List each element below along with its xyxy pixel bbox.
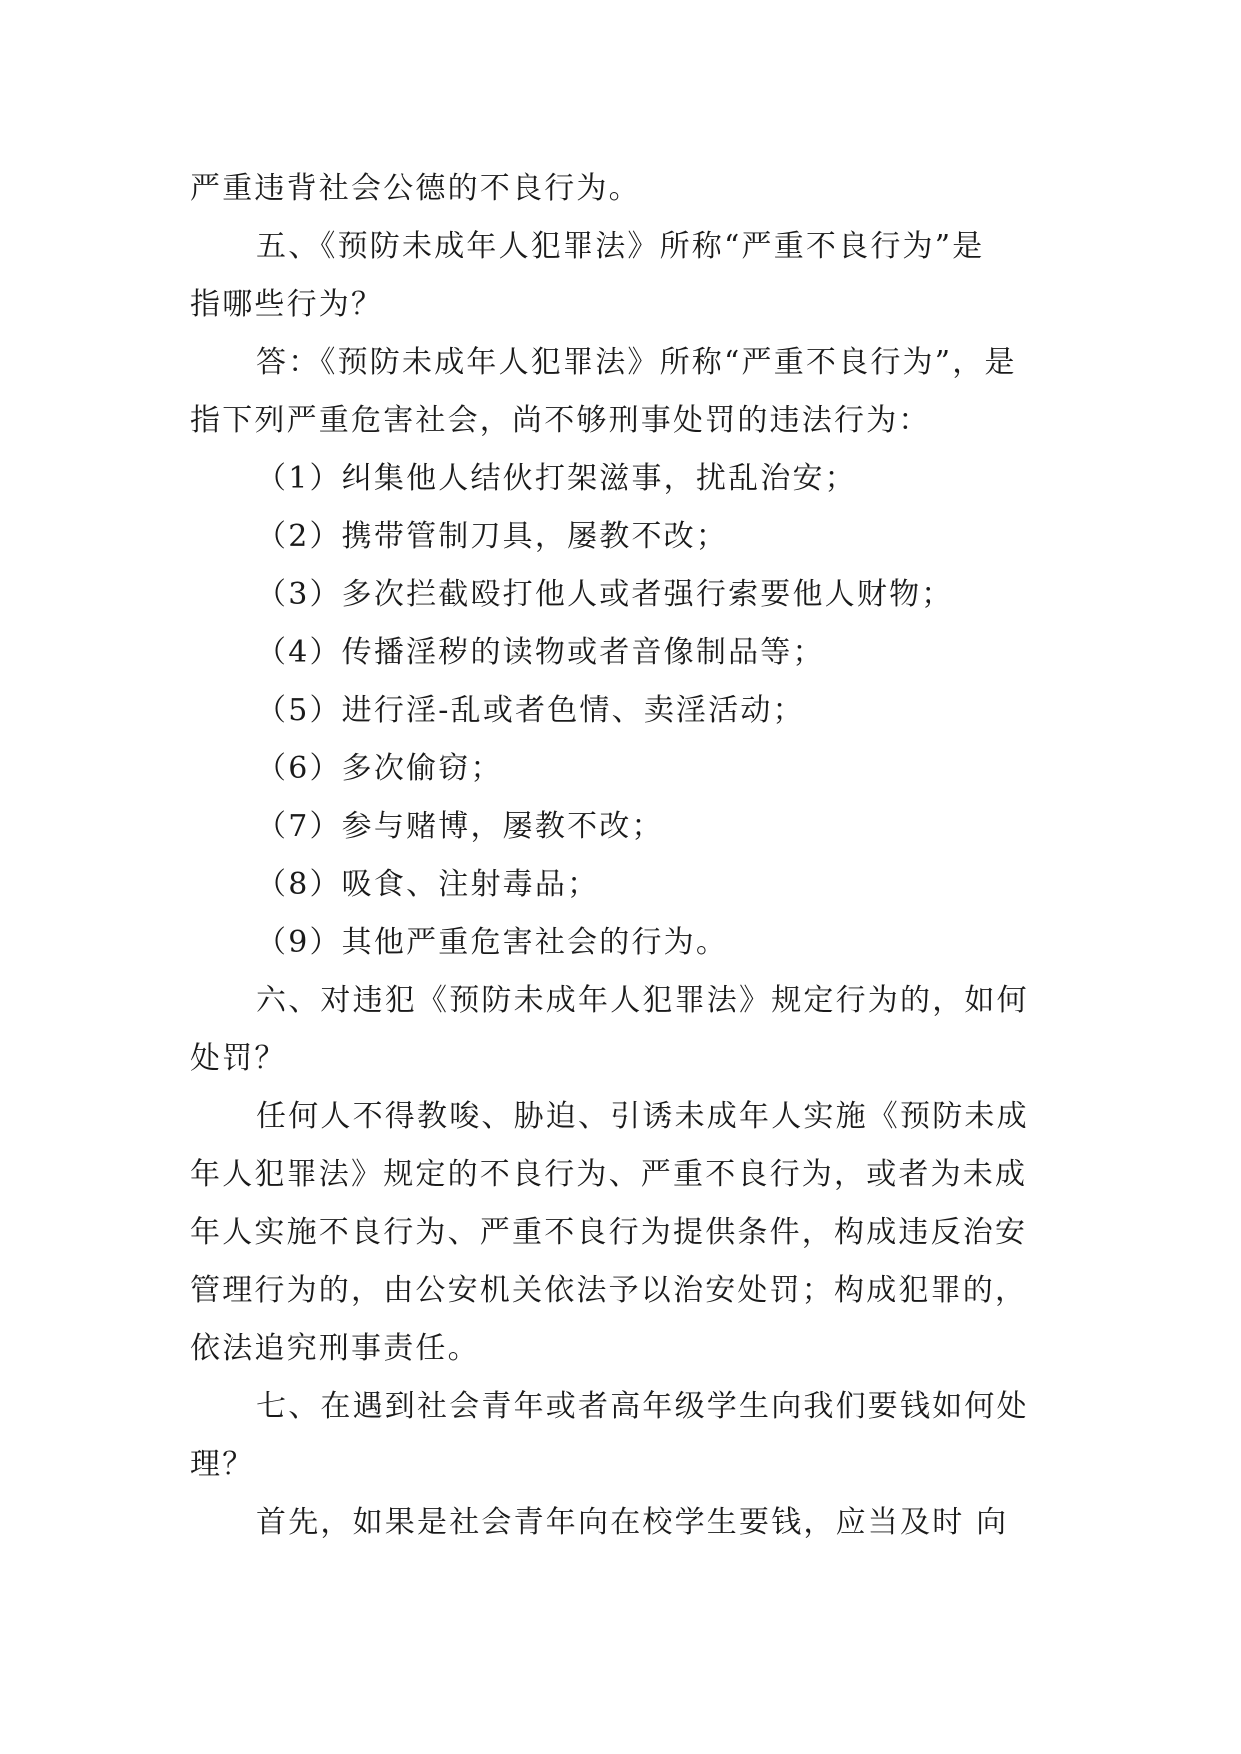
text-line: 年人犯罪法》规定的不良行为、严重不良行为，或者为未成 bbox=[190, 1157, 1028, 1192]
text-line: 首先，如果是社会青年向在校学生要钱，应当及时 向 bbox=[256, 1505, 1009, 1540]
text-line: （8）吸食、注射毒品； bbox=[256, 867, 600, 902]
text-line: 依法追究刑事责任。 bbox=[190, 1331, 480, 1366]
text-line: 五、《预防未成年人犯罪法》所称“严重不良行为”是 bbox=[256, 229, 985, 264]
document-body bbox=[190, 160, 1050, 1552]
text-line: （5）进行淫-乱或者色情、卖淫活动； bbox=[256, 693, 805, 728]
text-line: （2）携带管制刀具，屡教不改； bbox=[256, 519, 729, 554]
text-line: 年人实施不良行为、严重不良行为提供条件，构成违反治安 bbox=[190, 1215, 1028, 1250]
text-line: 六、对违犯《预防未成年人犯罪法》规定行为的，如何 bbox=[256, 983, 1029, 1018]
text-line: 严重违背社会公德的不良行为。 bbox=[190, 171, 641, 206]
text-line: （9）其他严重危害社会的行为。 bbox=[256, 925, 729, 960]
text-line: （1）纠集他人结伙打架滋事，扰乱治安； bbox=[256, 461, 857, 496]
text-line: 任何人不得教唆、胁迫、引诱未成年人实施《预防未成 bbox=[256, 1099, 1029, 1134]
text-line: 管理行为的，由公安机关依法予以治安处罚；构成犯罪的， bbox=[190, 1273, 1028, 1308]
text-line: 七、在遇到社会青年或者高年级学生向我们要钱如何处 bbox=[256, 1389, 1029, 1424]
text-line: 理？ bbox=[190, 1447, 255, 1482]
text-line: 答：《预防未成年人犯罪法》所称“严重不良行为”，是 bbox=[256, 345, 1017, 380]
text-line: 处罚？ bbox=[190, 1041, 287, 1076]
text-line: （6）多次偷窃； bbox=[256, 751, 503, 786]
text-line: （4）传播淫秽的读物或者音像制品等； bbox=[256, 635, 825, 670]
text-line: 指下列严重危害社会，尚不够刑事处罚的违法行为： bbox=[190, 403, 931, 438]
text-line: 指哪些行为？ bbox=[190, 287, 384, 322]
text-line: （3）多次拦截殴打他人或者强行索要他人财物； bbox=[256, 577, 954, 612]
text-line: （7）参与赌博，屡教不改； bbox=[256, 809, 664, 844]
